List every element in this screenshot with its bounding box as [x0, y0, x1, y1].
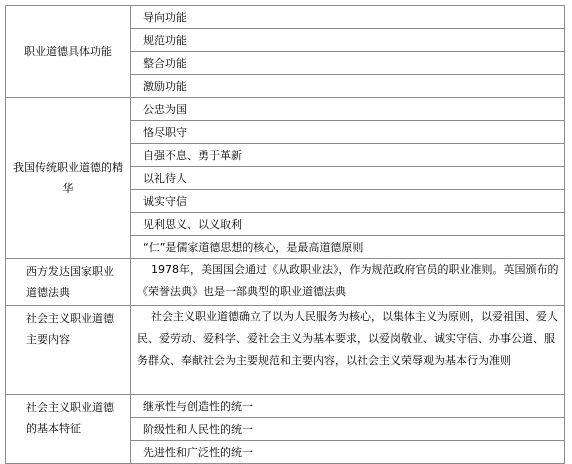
section-label: 社会主义职业道德的基本特征 — [6, 395, 131, 464]
list-item: 自强不息、勇于革新 — [131, 144, 565, 167]
list-item: 以礼待人 — [131, 167, 565, 190]
list-item: 阶级性和人民性的统一 — [131, 418, 565, 441]
knowledge-table — [5, 5, 565, 464]
section-label: 西方发达国家职业道德法典 — [6, 259, 131, 306]
section-label: 职业道德具体功能 — [6, 6, 131, 98]
list-item: 激励功能 — [131, 75, 565, 98]
list-item: 导向功能 — [131, 6, 565, 29]
table-row — [6, 98, 565, 121]
list-item: 先进性和广泛性的统一 — [131, 441, 565, 464]
paragraph-text: 社会主义职业道德确立了以为人民服务为核心，以集体主义为原则，以爱祖国、爱人民、爱劳动、爱科学、爱社会主义为基本要求，以爱岗敬业、诚实守信、办事公道、服务群众、奉献社会为主要规范和主要内容，以社会主义荣辱观为基本行为准则 — [137, 310, 558, 367]
list-item: 见利思义、以义取利 — [131, 213, 565, 236]
section-text — [131, 259, 565, 306]
table-row — [6, 259, 565, 306]
list-item: 继承性与创造性的统一 — [131, 395, 565, 418]
list-item: 公忠为国 — [131, 98, 565, 121]
section-label: 我国传统职业道德的精华 — [6, 98, 131, 259]
list-item: 恪尽职守 — [131, 121, 565, 144]
list-item: 规范功能 — [131, 29, 565, 52]
paragraph-text: 1978年，美国国会通过《从政职业法》，作为规范政府官员的职业准则。英国颁布的《荣誉法典》也是一部典型的职业道德法典 — [137, 263, 559, 298]
section-label: 社会主义职业道德主要内容 — [6, 306, 131, 395]
table-row — [6, 306, 565, 395]
list-item: 诚实守信 — [131, 190, 565, 213]
section-text — [131, 306, 565, 395]
list-item: 整合功能 — [131, 52, 565, 75]
table-row — [6, 395, 565, 418]
list-item: “仁”是儒家道德思想的核心，是最高道德原则 — [131, 236, 565, 259]
table-row — [6, 6, 565, 29]
